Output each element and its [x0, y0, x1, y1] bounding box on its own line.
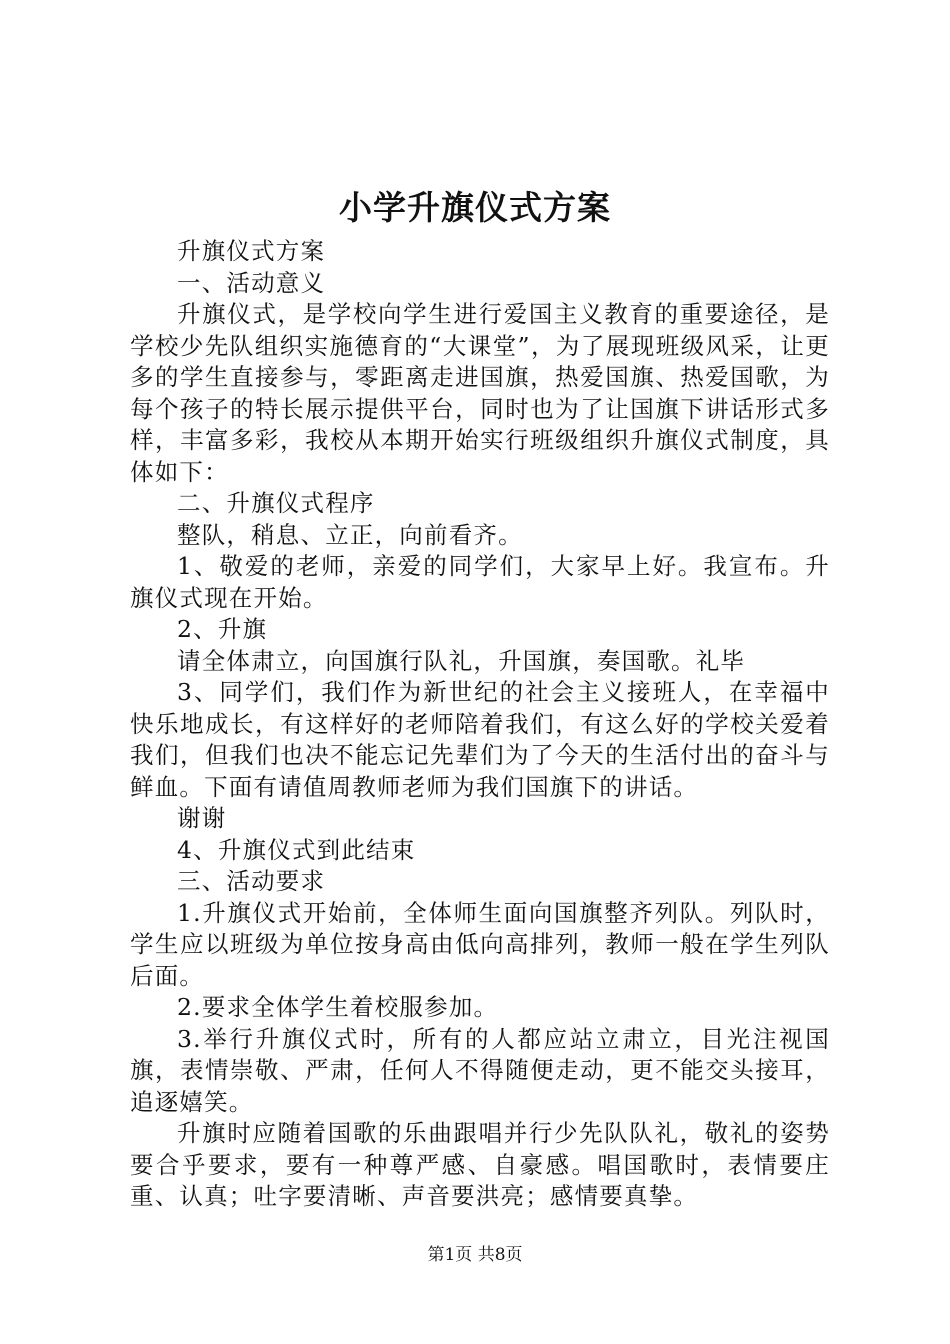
paragraph-requirement-1: 1.升旗仪式开始前，全体师生面向国旗整齐列队。列队时，学生应以班级为单位按身高由低向高排列，教师一般在学生列队后面。	[130, 898, 830, 990]
page-footer: 第1页 共8页	[427, 1245, 523, 1265]
paragraph-step-3: 3、同学们，我们作为新世纪的社会主义接班人，在幸福中快乐地成长，有这样好的老师陪着我们，有这么好的学校关爱着我们，但我们也决不能忘记先辈们为了今天的生活付出的奋斗与鲜血。下面有请值周教师老师为我们国旗下的讲话。	[130, 678, 830, 801]
paragraph-step-2: 2、升旗	[177, 615, 268, 643]
paragraph-requirement-2: 2.要求全体学生着校服参加。	[177, 993, 499, 1021]
section-heading-requirements: 三、活动要求	[177, 867, 326, 895]
paragraph-requirement-3: 3.举行升旗仪式时，所有的人都应站立肃立，目光注视国旗，表情崇敬、严肃，任何人不得随便走动，更不能交头接耳，追逐嬉笑。	[130, 1024, 830, 1116]
paragraph-subtitle: 升旗仪式方案	[177, 237, 326, 265]
paragraph-salute: 请全体肃立，向国旗行队礼，升国旗，奏国歌。礼毕	[177, 646, 746, 675]
paragraph-anthem: 升旗时应随着国歌的乐曲跟唱并行少先队队礼，敬礼的姿势要合乎要求，要有一种尊严感、自豪感。唱国歌时，表情要庄重、认真；吐字要清晰、声音要洪亮；感情要真挚。	[130, 1119, 830, 1210]
paragraph-step-1: 1、敬爱的老师，亲爱的同学们，大家早上好。我宣布。升旗仪式现在开始。	[130, 552, 830, 612]
paragraph-step-4: 4、升旗仪式到此结束	[177, 835, 416, 864]
document-title: 小学升旗仪式方案	[339, 188, 611, 227]
paragraph-significance: 升旗仪式，是学校向学生进行爱国主义教育的重要途径，是学校少先队组织实施德育的“大课堂”，为了展现班级风采，让更多的学生直接参与，零距离走进国旗，热爱国旗、热爱国歌，为每个孩子的特长展示提供平台，同时也为了让国旗下讲话形式多样，丰富多彩，我校从本期开始实行班级组织升旗仪式制度，具体如下：	[130, 300, 830, 486]
section-heading-procedure: 二、升旗仪式程序	[177, 489, 375, 517]
paragraph-thanks: 谢谢	[177, 804, 227, 832]
document-body	[130, 236, 830, 1213]
paragraph-line-up: 整队，稍息、立正，向前看齐。	[177, 520, 523, 549]
section-heading-significance: 一、活动意义	[177, 268, 326, 297]
